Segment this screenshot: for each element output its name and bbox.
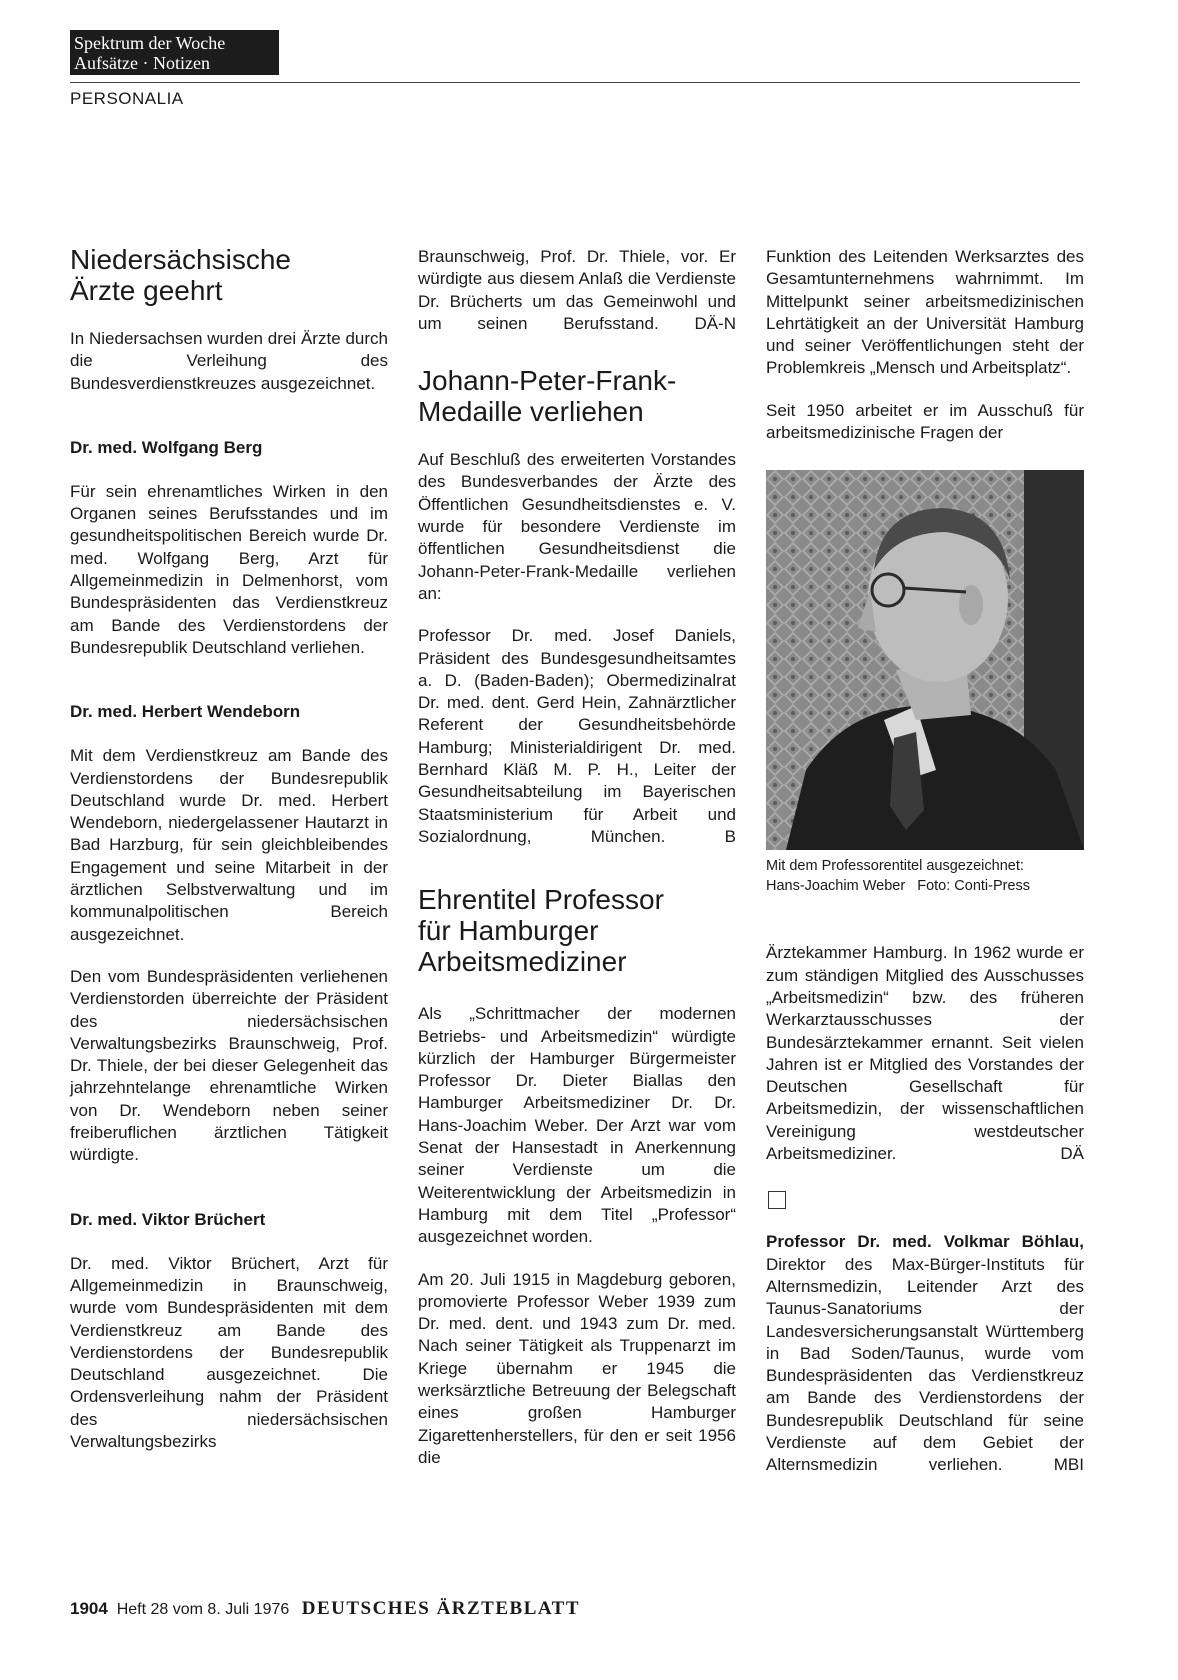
article2-title bbox=[418, 365, 736, 427]
end-mark-box bbox=[768, 1191, 786, 1209]
portrait-photo bbox=[766, 470, 1084, 850]
person3-text-cont: Braunschweig, Prof. Dr. Thiele, vor. Er würdigte aus diesem Anlaß die Verdienste Dr. Brücherts um das Gemeinwohl und um seinen Berufsstand. bbox=[418, 247, 736, 333]
article3-text-1: Als „Schrittmacher der modernen Betriebs- und Arbeitsmedizin“ würdigte kürzlich der Hamburger Bürgermeister Professor Dr. Dieter Biallas den Hamburger Arbeitsmediziner Dr. Dr. Hans-Joachim Weber. Der Arzt war vom Senat der Hansestadt in Anerkennung seiner Verdienste um die Weiterentwicklung der Arbeitsmedizin in Hamburg mit dem Titel „Professor“ ausgezeichnet worden. bbox=[418, 1004, 736, 1247]
article1-title-line2: Ärzte geehrt bbox=[70, 275, 223, 306]
header-rule bbox=[70, 82, 1080, 83]
photo-caption bbox=[766, 856, 1084, 896]
person2-heading: Dr. med. Herbert Wendeborn bbox=[70, 702, 301, 722]
article1-intro: In Niedersachsen wurden drei Ärzte durch die Verleihung des Bundesverdienstkreuzes ausgezeichnet. bbox=[70, 329, 388, 393]
person3-text: Dr. med. Viktor Brüchert, Arzt für Allgemeinmedizin in Braunschweig, wurde vom Bundespräsidenten mit dem Verdienstkreuz am Bande des Verdienstordens der Bundesrepublik Deutschland ausgezeichnet. Die Ordensverleihung nahm der Präsident des niedersächsischen Verwaltungsbezirks bbox=[70, 1253, 388, 1451]
person1-text: Für sein ehrenamtliches Wirken in den Organen seines Berufsstandes und im gesundheitspolitischen Bereich wurde Dr. med. Wolfgang Berg, Arzt für Allgemeinmedizin in Delmenhorst, vom Bundespräsidenten das Verdienstkreuz am Bande des Verdienstordens der Bundesrepublik Deutschland verliehen. bbox=[70, 481, 388, 657]
issue-info: Heft 28 vom 8. Juli 1976 bbox=[116, 1601, 290, 1618]
person2-text-2: Den vom Bundespräsidenten verliehenen Verdienstorden überreichte der Präsident des niedersächsischen Verwaltungsbezirks Braunschweig, Prof. Dr. Thiele, der bei dieser Gelegenheit das jahrzehntelange ehrenamtliche Wirken von Dr. Wendeborn neben seiner freiberuflichen ärztlichen Tätigkeit würdigte. bbox=[70, 966, 388, 1165]
article2-text-2-body: Professor Dr. med. Josef Daniels, Präsident des Bundesgesundheitsamtes a. D. (Baden-Baden); Obermedizinalrat Dr. med. dent. Gerd Hein, Zahnärztlicher Referent der Gesundheitsbehörde Hamburg; Ministerialdirigent Dr. med. Bernhard Kläß M. P. H., Leiter der Gesundheitsabteilung im Bayerischen Staatsministerium für Arbeit und Sozialordnung, München. bbox=[418, 626, 736, 846]
article4-text bbox=[766, 1231, 1084, 1476]
article1-title bbox=[70, 244, 388, 306]
article3-text-2: Am 20. Juli 1915 in Magdeburg geboren, promovierte Professor Weber 1939 zum Dr. med. dent. und 1943 zum Dr. med. Nach seiner Tätigkeit als Truppenarzt im Kriege übernahm er 1945 die werksärztliche Betreuung der Belegschaft eines großen Hamburger Zigarettenherstellers, für den er seit 1956 die bbox=[418, 1269, 736, 1467]
article3-title bbox=[418, 884, 736, 977]
person3-text-continued bbox=[418, 246, 736, 335]
portrait-image bbox=[766, 470, 1084, 850]
section-label: PERSONALIA bbox=[70, 89, 184, 108]
person2-text-1: Mit dem Verdienstkreuz am Bande des Verdienstordens der Bundesrepublik Deutschland wurde Dr. med. Herbert Wendeborn, niedergelassener Hautarzt in Bad Harzburg, für sein gleichbleibendes Engagement und seine Mitarbeit in der ärztlichen Selbstverwaltung und im kommunalpolitischen Bereich ausgezeichnet. bbox=[70, 746, 388, 944]
article2-title-line2: Medaille verliehen bbox=[418, 396, 644, 428]
journal-name: DEUTSCHES ÄRZTEBLATT bbox=[301, 1598, 581, 1619]
badge-line-2: Aufsätze · Notizen bbox=[74, 53, 210, 73]
article3-title-line3: Arbeitsmediziner bbox=[418, 946, 627, 978]
section-badge bbox=[70, 30, 279, 75]
article3-text-5 bbox=[766, 942, 1084, 1165]
photo-caption-line2: Hans-Joachim Weber Foto: Conti-Press bbox=[766, 878, 1031, 895]
article3-text-5-body: Ärztekammer Hamburg. In 1962 wurde er zum ständigen Mitglied des Ausschusses „Arbeitsmedizin“ bzw. des früheren Werkarztausschusses der Bundesärztekammer ernannt. Seit vielen Jahren ist er Mitglied des Vorstandes der Deutschen Gesellschaft für Arbeitsmedizin, der wissenschaftlichen Vereinigung westdeutscher Arbeitsmediziner. bbox=[766, 943, 1084, 1164]
article1-sign: DÄ-N bbox=[694, 313, 736, 333]
badge-line-1: Spektrum der Woche bbox=[74, 33, 226, 53]
column-2 bbox=[418, 246, 736, 1469]
photo-caption-line1: Mit dem Professorentitel ausgezeichnet: bbox=[766, 858, 1024, 875]
article2-title-line1: Johann-Peter-Frank- bbox=[418, 365, 677, 397]
article3-text-3: Funktion des Leitenden Werksarztes des Gesamtunternehmens wahrnimmt. Im Mittelpunkt seiner arbeitsmedizinischen Lehrtätigkeit an der Universität Hamburg und seiner Veröffentlichungen steht der Problemkreis „Mensch und Arbeitsplatz“. bbox=[766, 247, 1084, 378]
article4-sign: MBI bbox=[1053, 1455, 1084, 1475]
page-number: 1904 bbox=[70, 1599, 108, 1618]
article4-body: Direktor des Max-Bürger-Instituts für Alternsmedizin, Leitender Arzt des Taunus-Sanatoriums der Landesversicherungsanstalt Württemberg in Bad Soden/Taunus, wurde vom Bundespräsidenten das Verdienstkreuz am Bande des Verdienstordens der Bundesrepublik Deutschland für seine Verdienste auf dem Gebiet der Alternsmedizin verliehen. bbox=[766, 1254, 1084, 1475]
article2-text-1: Auf Beschluß des erweiterten Vorstandes des Bundesverbandes der Ärzte des Öffentlichen Gesundheitsdienstes e. V. wurde für besondere Verdienste im öffentlichen Gesundheitsdienst die Johann-Peter-Frank-Medaille verliehen an: bbox=[418, 450, 736, 603]
article2-sign: B bbox=[724, 826, 736, 846]
column-1 bbox=[70, 244, 388, 1453]
article4-lead: Professor Dr. med. Volkmar Böhlau, bbox=[766, 1232, 1084, 1252]
article3-sign: DÄ bbox=[1060, 1144, 1084, 1164]
article3-title-line1: Ehrentitel Professor bbox=[418, 884, 664, 916]
article2-text-2 bbox=[418, 625, 736, 848]
article3-text-4: Seit 1950 arbeitet er im Ausschuß für arbeitsmedizinische Fragen der bbox=[766, 400, 1084, 443]
person3-heading: Dr. med. Viktor Brüchert bbox=[70, 1209, 266, 1229]
page-footer bbox=[70, 1598, 580, 1620]
article3-title-line2: für Hamburger bbox=[418, 915, 599, 947]
person1-heading: Dr. med. Wolfgang Berg bbox=[70, 437, 263, 457]
article1-title-line1: Niedersächsische bbox=[70, 244, 291, 275]
column-3 bbox=[766, 246, 1084, 1477]
